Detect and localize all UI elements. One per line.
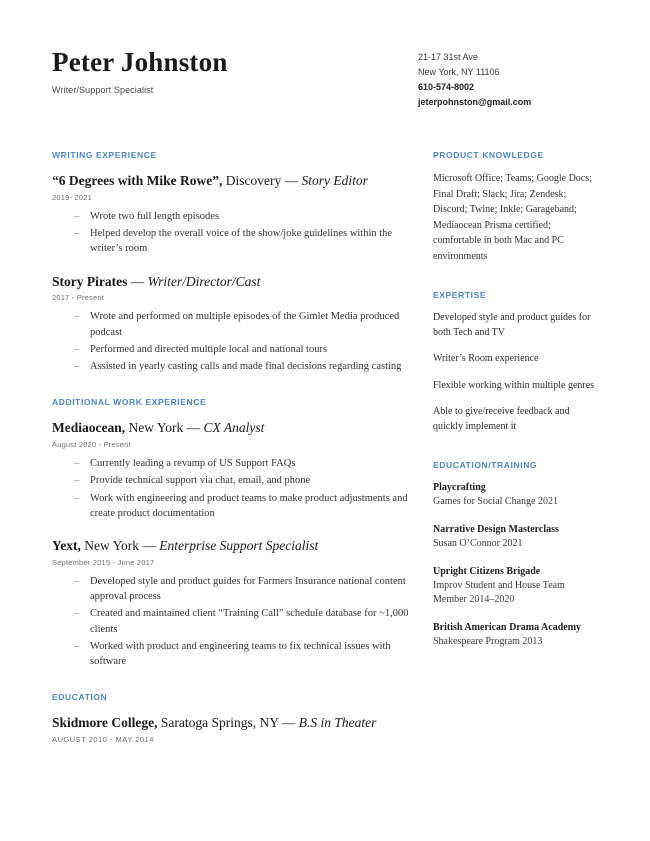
contact-email[interactable]: jeterpohnston@gmail.com [418,96,532,107]
sidebar-column [433,150,598,675]
expertise-item: Developed style and product guides for both Tech and TV [433,312,591,338]
entry-date: 2019- 2021 [52,192,92,202]
identity-block [52,45,228,95]
entry-date: 2017 - Present [52,293,104,303]
entry-title-bold: Story Pirates [52,273,128,289]
entry-title-italic: Enterprise Support Specialist [159,538,319,554]
entry-bullets [52,456,414,521]
entry-title [52,538,414,555]
main-column [52,150,414,767]
contact-block [418,45,598,109]
sidebar-section-education-training [433,460,598,649]
entry-title [52,274,414,291]
sidebar-section-expertise [433,290,598,434]
entry-title-bold: “6 Degrees with Mike Rowe”, [52,173,223,188]
entry-date: September 2015 - June 2017 [52,557,155,567]
training-item [433,523,598,551]
experience-entry [52,538,414,669]
training-name: British American Drama Academy [433,622,582,633]
sidebar-section-product-knowledge [433,150,598,264]
contact-address-line2: New York, NY 11106 [418,66,500,77]
entry-title [52,173,414,190]
entry-title-regular: Discovery — [222,173,302,188]
expertise-item: Flexible working within multiple genres [433,379,595,391]
expertise-item: Able to give/receive feedback and quickly implement it [433,406,570,432]
experience-entry [52,274,414,375]
bullet-item: – Worked with product and engineering teams to fix technical issues with software [52,639,414,669]
bullet-item: – Provide technical support via chat, email, and phone [52,473,414,488]
experience-entry [52,173,414,257]
entry-title [52,715,414,732]
bullet-item: – Helped develop the overall voice of the show/joke guidelines within the writer’s room [52,226,414,256]
entry-bullets [52,574,414,669]
training-detail: Games for Social Change 2021 [433,496,558,507]
bullet-item: – Assisted in yearly casting calls and made final decisions regarding casting [52,359,414,374]
training-name: Narrative Design Masterclass [433,524,559,535]
product-knowledge-body: Microsoft Office; Teams; Google Docs; Final Draft; Slack; Jira; Zendesk; Discord; Twine; Inkle; Garageband; Mediaocean Prisma certified; comfortable in both Mac and PC environments [433,173,592,262]
entry-title [52,420,414,437]
entry-title-italic: Story Editor [301,173,368,188]
contact-address-line1: 21-17 31st Ave [418,52,478,62]
section-writing-experience [52,150,414,374]
sidebar-heading-expertise: EXPERTISE [433,290,487,300]
contact-phone[interactable]: 610-574-8002 [418,81,475,92]
section-heading-writing-experience: WRITING EXPERIENCE [52,150,157,160]
education-entry [52,715,414,744]
entry-title-regular: New York — [125,420,204,436]
entry-bullets [52,309,414,374]
training-name: Upright Citizens Brigade [433,566,541,577]
bullet-item: – Performed and directed multiple local and national tours [52,342,414,357]
entry-title-italic: B.S in Theater [298,715,377,731]
section-heading-additional-work-experience: ADDITIONAL WORK EXPERIENCE [52,397,207,408]
expertise-item: Writer’s Room experience [433,353,539,364]
entry-date: AUGUST 2010 - MAY 2014 [52,735,154,745]
training-name: Playcrafting [433,482,486,493]
bullet-item: – Work with engineering and product teams to make product adjustments and create product documentation [52,491,414,521]
entry-title-bold: Mediaocean, [52,420,126,436]
candidate-job-title: Writer/Support Specialist [52,85,154,96]
training-detail: Improv Student and House Team Member 2014–2020 [433,580,565,605]
entry-date: August 2020 - Present [52,440,131,450]
entry-title-bold: Skidmore College, [52,715,158,731]
training-item [433,481,598,509]
entry-bullets [52,209,414,257]
entry-title-regular: Saratoga Springs, NY — [157,715,299,731]
bullet-item: – Developed style and product guides for Farmers Insurance national content approval process [52,574,414,604]
bullet-item: – Currently leading a revamp of US Support FAQs [52,456,414,471]
training-detail: Susan O’Connor 2021 [433,538,523,549]
resume-header [52,45,598,109]
training-item [433,565,598,607]
section-education [52,692,414,744]
bullet-item: – Created and maintained client “Training Call” schedule database for ~1,000 clients [52,606,414,636]
section-additional-work-experience [52,397,414,669]
entry-title-regular: — [127,273,148,289]
candidate-name: Peter Johnston [52,47,228,77]
sidebar-heading-education-training: EDUCATION/TRAINING [433,460,538,470]
training-item [433,621,598,649]
bullet-item: – Wrote and performed on multiple episodes of the Gimlet Media produced podcast [52,309,414,339]
entry-title-italic: Writer/Director/Cast [147,273,261,289]
bullet-item: – Wrote two full length episodes [52,209,414,224]
experience-entry [52,420,414,521]
sidebar-heading-product-knowledge: PRODUCT KNOWLEDGE [433,150,544,160]
entry-title-italic: CX Analyst [203,420,265,436]
section-heading-education: EDUCATION [52,692,108,703]
entry-title-bold: Yext, [52,538,81,554]
entry-title-regular: New York — [80,538,160,554]
training-detail: Shakespeare Program 2013 [433,636,543,647]
